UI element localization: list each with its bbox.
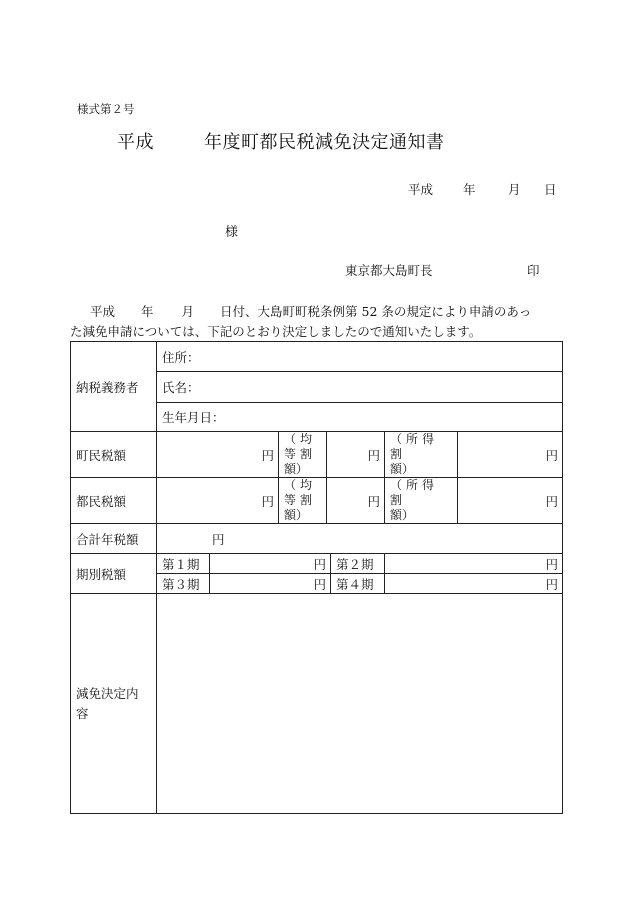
issuer-name: 東京都大島町長 (345, 263, 433, 278)
reduction-label-line1: 減免決定内 (76, 685, 139, 701)
metro-tax-label: 都民税額 (71, 478, 157, 524)
date-year: 年 (463, 182, 476, 197)
period-3-label: 第３期 (157, 574, 210, 594)
metro-tax-amount: 円 (157, 478, 279, 524)
notice-line-2: た減免申請については、下記のとおり決定しましたので通知いたします。 (70, 324, 482, 339)
town-equal-share-label: （均等割 額） (279, 432, 327, 478)
town-income-share-amount: 円 (458, 432, 563, 478)
address-field: 住所： (157, 342, 563, 372)
body-year: 年 (141, 304, 154, 319)
name-field: 氏名： (157, 372, 563, 403)
metro-income-share-amount: 円 (458, 478, 563, 524)
annual-total-field (157, 524, 563, 554)
date-month: 月 (508, 182, 521, 197)
metro-income-share-label: （所得割 額） (385, 478, 458, 524)
period-4-amount: 円 (385, 574, 563, 594)
period-1-label: 第１期 (157, 554, 210, 574)
period-2-amount: 円 (385, 554, 563, 574)
metro-equal-share-amount: 円 (327, 478, 385, 524)
town-income-share-label: （所得割 額） (385, 432, 458, 478)
annual-total-yen: 円 (212, 531, 225, 547)
title-era: 平成 (117, 132, 154, 153)
notice-body (70, 302, 560, 342)
document-title (117, 128, 445, 154)
seal-mark: 印 (527, 263, 540, 278)
taxpayer-label: 納税義務者 (71, 342, 157, 432)
birthdate-field: 生年月日： (157, 403, 563, 432)
annual-total-label: 合計年税額 (71, 524, 157, 554)
period-4-label: 第４期 (331, 574, 385, 594)
town-tax-label: 町民税額 (71, 432, 157, 478)
town-tax-amount: 円 (157, 432, 279, 478)
body-line1-text: 日付、大島町町税条例第 52 条の規定により申請のあっ (220, 304, 532, 319)
date-era: 平成 (408, 182, 434, 197)
period-tax-label: 期別税額 (71, 554, 157, 594)
decision-table (70, 341, 563, 814)
body-month: 月 (181, 304, 195, 319)
notice-line-1 (70, 302, 560, 322)
period-1-amount: 円 (210, 554, 331, 574)
period-3-amount: 円 (210, 574, 331, 594)
body-era: 平成 (90, 304, 116, 319)
period-2-label: 第２期 (331, 554, 385, 574)
metro-equal-share-label: （均等割 額） (279, 478, 327, 524)
reduction-content-field (157, 594, 563, 814)
reduction-label-line2: 容 (76, 705, 89, 721)
date-day: 日 (544, 182, 557, 197)
title-text: 年度町都民税減免決定通知書 (204, 132, 445, 153)
reduction-content-label (71, 594, 157, 814)
addressee-suffix: 様 (225, 225, 239, 240)
town-equal-share-amount: 円 (327, 432, 385, 478)
form-number: 様式第２号 (77, 102, 135, 116)
